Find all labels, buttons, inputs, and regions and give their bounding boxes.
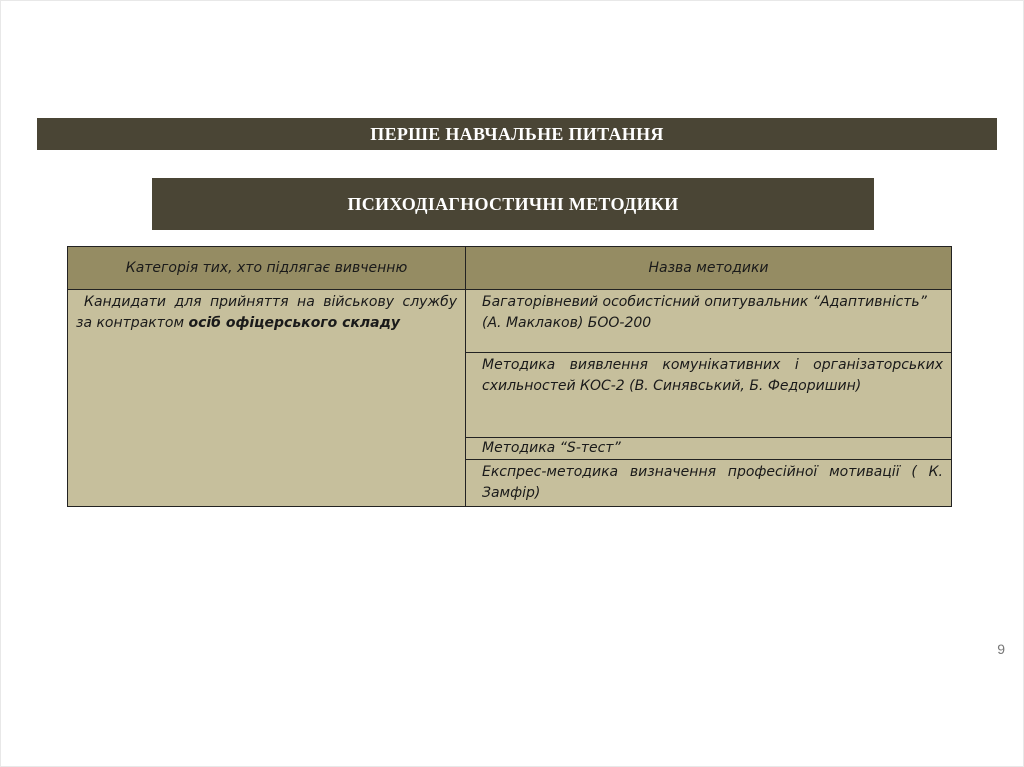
header-method-name: Назва методики [466,247,952,290]
methods-table [67,246,952,507]
method-name: Методика виявлення комунікативних і організаторських схильностей КОС-2 (В. Синявський, Б. Федоришин) [482,357,943,394]
section-banner [37,118,997,150]
method-name: Експрес-методика визначення професійної мотивації ( К. Замфір) [482,464,943,501]
category-cell [68,290,466,507]
header-category: Категорія тих, хто підлягає вивченню [68,247,466,290]
method-cell [466,460,952,507]
page-number: 9 [997,641,1005,657]
category-text: Кандидати для прийняття на військову службу за контрактом [76,294,457,331]
category-text-bold: осіб офіцерського складу [188,315,401,331]
section-title: ПЕРШЕ НАВЧАЛЬНЕ ПИТАННЯ [370,123,664,144]
subsection-title: ПСИХОДІАГНОСТИЧНІ МЕТОДИКИ [347,193,679,214]
methods-table-container [67,246,951,507]
method-name: Багаторівневий особистісний опитувальник “Адаптивність” (А. Маклаков) БОО-200 [482,294,927,331]
table-header-row [68,247,952,290]
subsection-banner [152,178,874,230]
table-row [68,290,952,353]
method-cell [466,290,952,353]
method-name: Методика “S-тест” [482,440,621,456]
method-cell [466,438,952,460]
method-cell [466,353,952,438]
